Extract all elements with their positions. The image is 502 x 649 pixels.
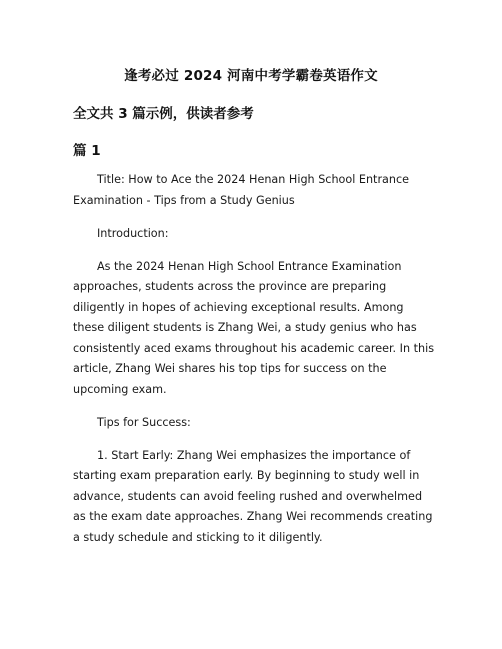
- essay-title-paragraph: Title: How to Ace the 2024 Henan High School Entrance Examination - Tips from a Study Genius: [73, 173, 410, 207]
- introduction-paragraph: As the 2024 Henan High School Entrance Examination approaches, students across the province are preparing diligently in hopes of achieving exceptional results. Among these diligent students is Zhang Wei, a study genius who has consistently aced exams throughout his academic career. In this article, Zhang Wei shares his top tips for success on the upcoming exam.: [73, 259, 435, 396]
- section-heading: 篇 1: [73, 143, 101, 159]
- tips-heading: Tips for Success:: [97, 415, 191, 429]
- document-body: [73, 170, 435, 561]
- document-subtitle: 全文共 3 篇示例，供读者参考: [73, 106, 254, 122]
- document-title: 逢考必过 2024 河南中考学霸卷英语作文: [124, 68, 378, 84]
- introduction-heading: Introduction:: [97, 226, 169, 240]
- tip-1-paragraph: 1. Start Early: Zhang Wei emphasizes the importance of starting exam preparation early. By beginning to study well in advance, students can avoid feeling rushed and overwhelmed as the exam date approaches. Zhang Wei recommends creating a study schedule and sticking to it diligently.: [73, 448, 433, 544]
